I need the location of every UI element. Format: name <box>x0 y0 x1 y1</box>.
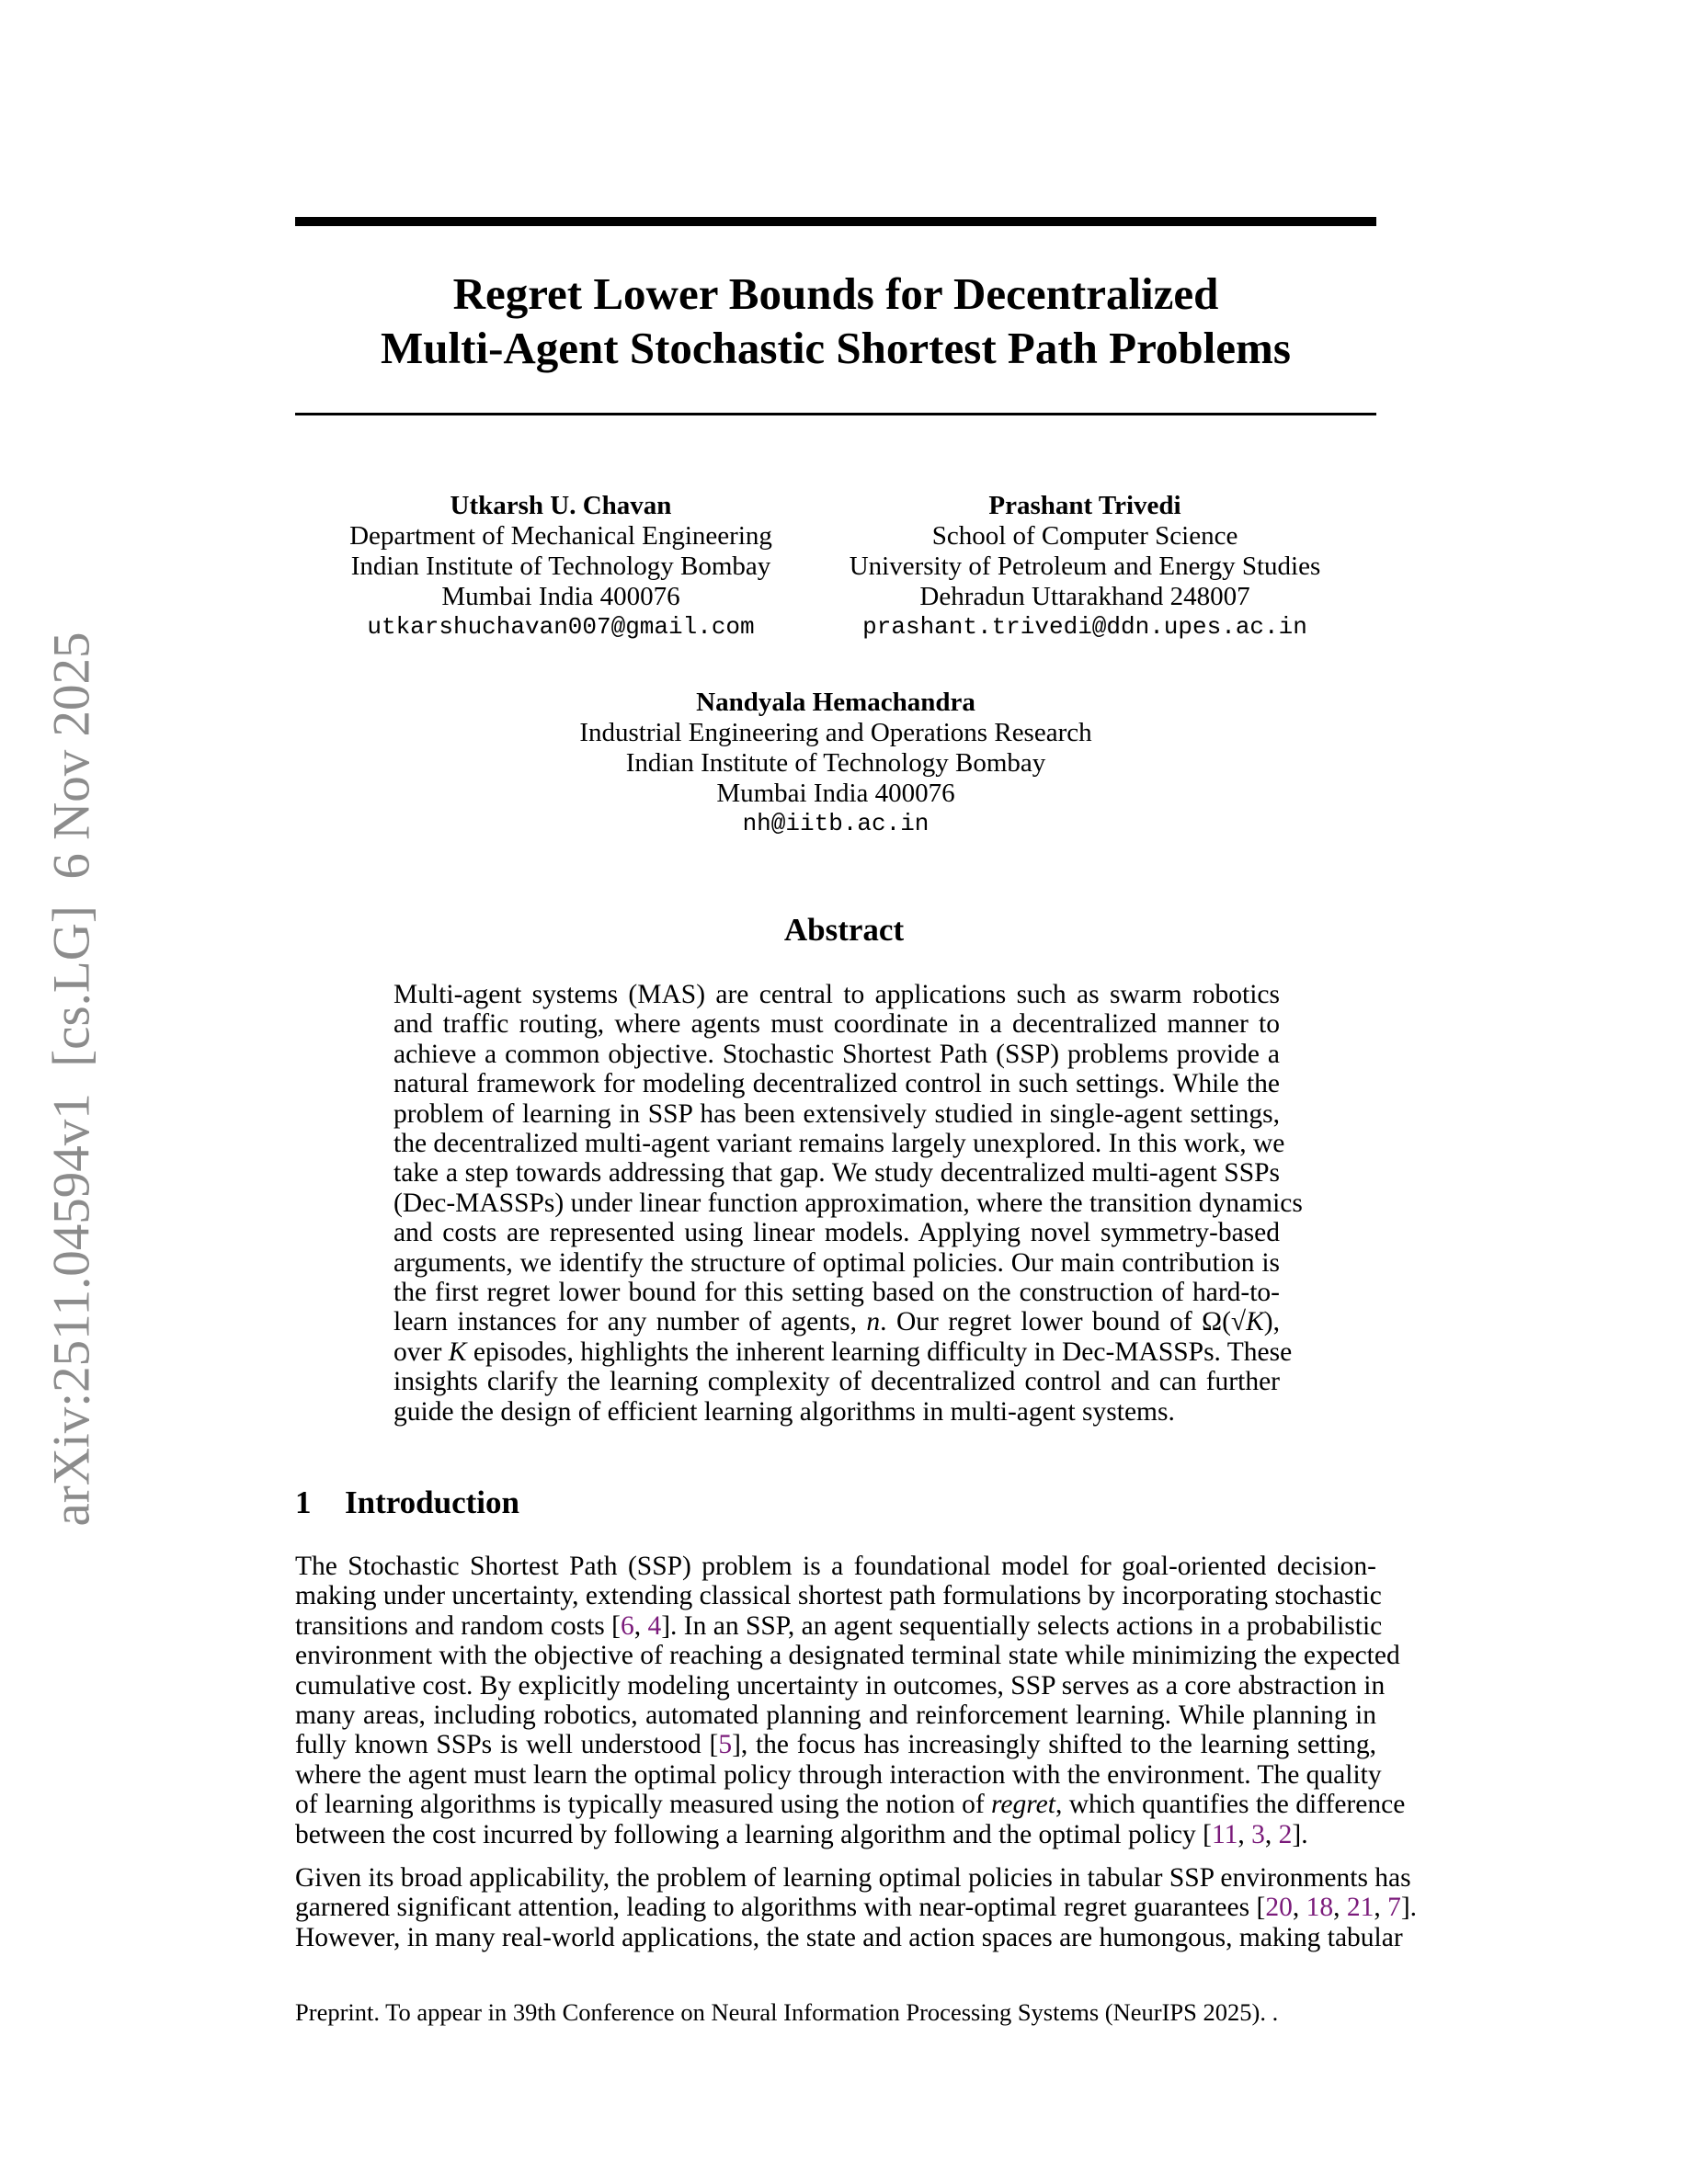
text-line: environment with the objective of reaching a designated terminal state while minimizing the expected <box>295 1641 1400 1671</box>
text-line <box>295 1730 1376 1759</box>
text-line: take a step towards addressing that gap. We study decentralized multi-agent SSPs <box>393 1158 1280 1189</box>
citation-link[interactable]: 3 <box>1251 1819 1265 1849</box>
author-email[interactable]: nh@iitb.ac.in <box>742 810 930 837</box>
text-segment: , <box>1374 1893 1388 1923</box>
author-name: Prashant Trivedi <box>988 491 1181 520</box>
citation-link[interactable]: 18 <box>1306 1893 1334 1923</box>
author-affiliation: University of Petroleum and Energy Studies <box>849 552 1321 581</box>
citation-link[interactable]: 7 <box>1387 1893 1401 1923</box>
text-segment: of learning algorithms is typically measured using the notion of <box>295 1790 992 1820</box>
author-name: Utkarsh U. Chavan <box>450 491 672 520</box>
text-line: where the agent must learn the optimal policy through interaction with the environment. The quality <box>295 1759 1382 1790</box>
text-segment: , <box>633 1610 648 1641</box>
text-segment: ], the focus has increasingly shifted to the learning setting, <box>732 1730 1376 1760</box>
text-line: (Dec-MASSPs) under linear function approximation, where the transition dynamics <box>393 1188 1303 1218</box>
author-block <box>551 688 1121 839</box>
section-title: Introduction <box>345 1484 519 1520</box>
text-line: The Stochastic Shortest Path (SSP) problem is a foundational model for goal-oriented decision- <box>295 1552 1376 1581</box>
citation-link[interactable]: 2 <box>1278 1819 1293 1849</box>
text-segment: between the cost incurred by following a learning algorithm and the optimal policy [ <box>295 1819 1212 1849</box>
text-segment: fully known SSPs is well understood [ <box>295 1730 719 1760</box>
author-affiliation: Industrial Engineering and Operations Research <box>579 718 1092 747</box>
text-segment: . Our regret lower bound of Ω(√ <box>880 1307 1247 1337</box>
text-line: cumulative cost. By explicitly modeling uncertainty in outcomes, SSP serves as a core abstraction in <box>295 1670 1386 1701</box>
text-line: insights clarify the learning complexity of decentralized control and can further <box>393 1367 1280 1397</box>
text-segment: , <box>1333 1893 1347 1923</box>
text-segment: ), <box>1263 1307 1280 1337</box>
author-affiliation: Mumbai India 400076 <box>441 582 680 611</box>
author-affiliation: Department of Mechanical Engineering <box>349 521 772 551</box>
text-line: problem of learning in SSP has been extensively studied in single-agent settings, <box>393 1098 1280 1129</box>
intro-paragraph <box>295 1863 1418 1952</box>
section-heading <box>295 1484 519 1521</box>
text-segment: over <box>393 1337 449 1367</box>
text-segment: ]. In an SSP, an agent sequentially selects actions in a probabilistic <box>661 1610 1383 1641</box>
author-block <box>800 491 1370 643</box>
text-line: natural framework for modeling decentralized control in such settings. While the <box>393 1069 1280 1099</box>
text-line: guide the design of efficient learning algorithms in multi-agent systems. <box>393 1396 1175 1427</box>
text-line: and costs are represented using linear models. Applying novel symmetry-based <box>393 1218 1280 1248</box>
text-line <box>295 1790 1406 1820</box>
citation-link[interactable]: 21 <box>1346 1893 1374 1923</box>
abstract-heading: Abstract <box>783 912 905 948</box>
emphasis-text: K <box>448 1337 467 1367</box>
author-email[interactable]: utkarshuchavan007@gmail.com <box>367 613 755 641</box>
text-line <box>393 1307 1280 1337</box>
text-line <box>295 1820 1376 1849</box>
text-segment: ]. <box>1400 1893 1418 1923</box>
citation-link[interactable]: 4 <box>647 1610 662 1641</box>
text-line <box>393 1337 1293 1367</box>
citation-link[interactable]: 5 <box>718 1730 733 1760</box>
text-line: the first regret lower bound for this setting based on the construction of hard-to- <box>393 1278 1280 1308</box>
author-affiliation: Indian Institute of Technology Bombay <box>350 552 771 581</box>
citation-link[interactable]: 11 <box>1211 1819 1238 1849</box>
text-line: and traffic routing, where agents must coordinate in a decentralized manner to <box>393 1009 1280 1040</box>
author-affiliation: Mumbai India 400076 <box>716 779 955 808</box>
author-affiliation: Dehradun Uttarakhand 248007 <box>919 582 1250 611</box>
intro-paragraph <box>295 1552 1406 1849</box>
emphasis-text: K <box>1246 1307 1264 1337</box>
text-line: making under uncertainty, extending classical shortest path formulations by incorporating stochastic <box>295 1581 1382 1611</box>
author-affiliation: Indian Institute of Technology Bombay <box>625 748 1046 778</box>
text-segment: , <box>1292 1893 1306 1923</box>
top-rule <box>295 217 1376 226</box>
text-segment: ]. <box>1292 1819 1308 1849</box>
emphasis-text: n <box>866 1307 881 1337</box>
bottom-rule <box>295 413 1376 415</box>
text-line <box>295 1610 1383 1641</box>
author-name: Nandyala Hemachandra <box>696 688 975 717</box>
text-line: many areas, including robotics, automated planning and reinforcement learning. While planning in <box>295 1701 1376 1731</box>
footer-note: Preprint. To appear in 39th Conference on Neural Information Processing Systems (NeurIPS 2025). . <box>295 1998 1279 2026</box>
emphasis-text: regret <box>991 1790 1055 1820</box>
text-line: achieve a common objective. Stochastic Shortest Path (SSP) problems provide a <box>393 1039 1280 1069</box>
text-line: Given its broad applicability, the problem of learning optimal policies in tabular SSP environments has <box>295 1863 1411 1893</box>
arxiv-identifier: arXiv:2511.04594v1 [cs.LG] 6 Nov 2025 <box>42 631 101 1527</box>
author-block <box>276 491 846 643</box>
text-line: arguments, we identify the structure of optimal policies. Our main contribution is <box>393 1247 1280 1278</box>
paper-title <box>295 267 1376 375</box>
title-line: Regret Lower Bounds for Decentralized <box>452 268 1219 319</box>
text-line <box>295 1893 1418 1923</box>
text-segment: episodes, highlights the inherent learning difficulty in Dec-MASSPs. These <box>466 1337 1293 1367</box>
author-email[interactable]: prashant.trivedi@ddn.upes.ac.in <box>862 613 1307 641</box>
text-segment: garnered significant attention, leading to algorithms with near-optimal regret guarantees [ <box>295 1893 1266 1923</box>
section-number: 1 <box>295 1484 312 1520</box>
text-segment: learn instances for any number of agents, <box>393 1307 867 1337</box>
text-line: However, in many real-world applications, the state and action spaces are humongous, making tabular <box>295 1922 1403 1952</box>
author-affiliation: School of Computer Science <box>931 521 1238 551</box>
title-line: Multi-Agent Stochastic Shortest Path Problems <box>381 323 1291 373</box>
text-segment: transitions and random costs [ <box>295 1610 621 1641</box>
abstract-body <box>393 980 1303 1427</box>
citation-link[interactable]: 6 <box>620 1610 634 1641</box>
text-line: Multi-agent systems (MAS) are central to applications such as swarm robotics <box>393 980 1280 1009</box>
text-line: the decentralized multi-agent variant remains largely unexplored. In this work, we <box>393 1129 1285 1159</box>
citation-link[interactable]: 20 <box>1265 1893 1293 1923</box>
text-segment: , <box>1237 1819 1252 1849</box>
text-segment: , <box>1264 1819 1279 1849</box>
text-segment: , which quantifies the difference <box>1055 1790 1406 1820</box>
